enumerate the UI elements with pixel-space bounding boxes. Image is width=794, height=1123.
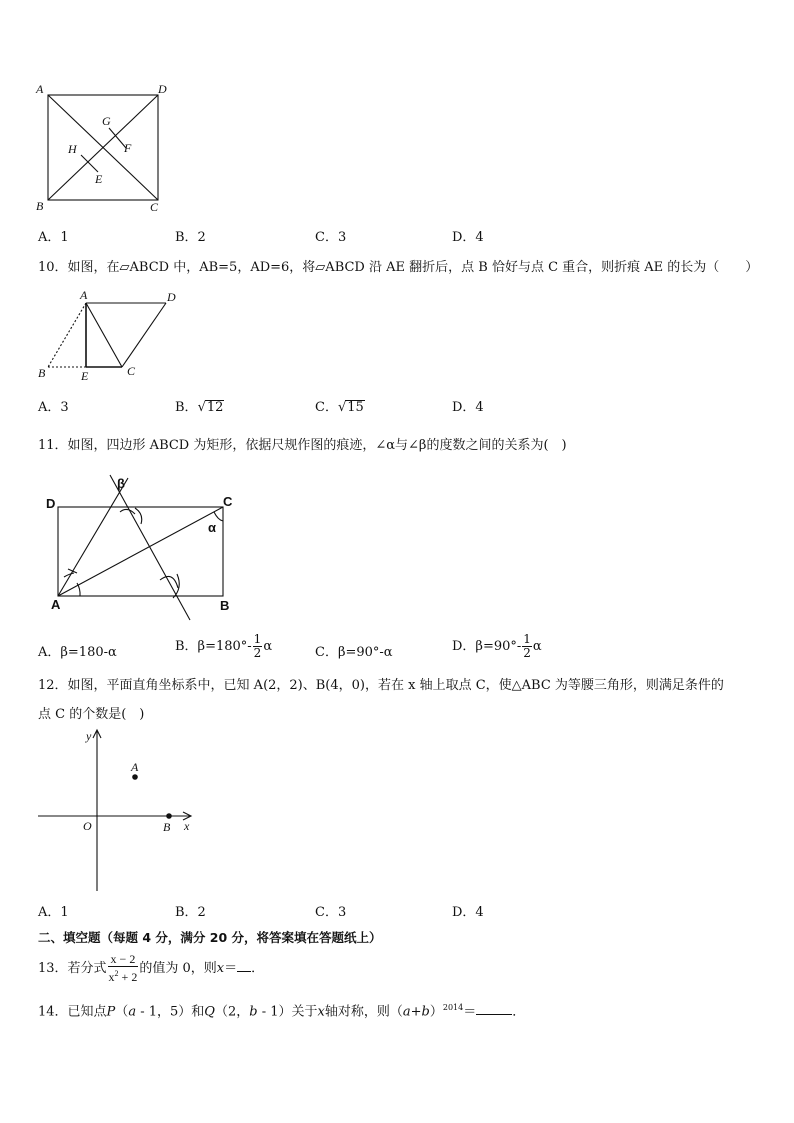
q11-stem: 11．如图，四边形 ABCD 为矩形，依据尺规作图的痕迹，∠α与∠β的度数之间的关系为( )	[38, 438, 567, 453]
q13-answer-blank[interactable]	[237, 957, 251, 972]
q14-text: 14．已知点	[38, 1004, 107, 1020]
q11-perp-bisector	[110, 475, 190, 620]
q9-option-d[interactable]: D．4	[452, 230, 484, 245]
q11-label-alpha: α	[208, 520, 216, 535]
q11-option-d-suffix: α	[532, 639, 542, 654]
q10-option-a[interactable]: A．3	[38, 400, 69, 415]
q12-label-y: y	[86, 729, 92, 743]
q11-angle-bisector	[58, 478, 128, 596]
q9-option-a[interactable]: A．1	[38, 230, 69, 245]
den-exponent: 2	[114, 969, 119, 978]
q12-coordinate-figure	[30, 725, 210, 895]
q11-option-b[interactable]	[175, 627, 272, 667]
q11-option-c[interactable]: C．β=90°-α	[315, 645, 393, 660]
q12-point-a	[132, 774, 138, 780]
q14-var-x: x	[317, 1004, 325, 1020]
q11-label-c: C	[223, 494, 233, 509]
q9-label-g: G	[102, 114, 111, 128]
q12-point-b	[166, 813, 172, 819]
q11-option-d-fraction	[522, 633, 532, 660]
q12-option-b[interactable]: B．2	[175, 905, 206, 920]
q12-option-a[interactable]: A．1	[38, 905, 69, 920]
q11-label-b: B	[220, 598, 230, 613]
q9-inner-he	[81, 155, 98, 172]
sqrt-sign-icon: √	[337, 400, 347, 415]
q9-label-d: D	[158, 82, 167, 96]
q14-text: （	[115, 1004, 129, 1020]
q12-label-o: O	[83, 819, 92, 833]
q10-option-b-radicand: 12	[206, 400, 224, 415]
q10-option-c[interactable]	[315, 399, 365, 417]
q9-label-f: F	[124, 141, 132, 155]
q12-option-c[interactable]: C．3	[315, 905, 347, 920]
q9-option-b[interactable]: B．2	[175, 230, 206, 245]
q12-label-x: x	[184, 819, 190, 833]
q11-option-b-prefix: B．β=180°-	[175, 639, 252, 654]
q10-line-ac	[86, 303, 122, 367]
q12-stem-line1: 12．如图，平面直角坐标系中，已知 A(2，2)、B(4，0)，若在 x 轴上取点 C，使△ABC 为等腰三角形，则满足条件的	[38, 678, 724, 693]
q14-end: ．	[512, 1004, 526, 1020]
q9-option-c[interactable]: C．3	[315, 230, 347, 245]
q10-label-e: E	[81, 369, 89, 383]
q10-option-c-radicand: 15	[347, 400, 364, 415]
fraction-denominator	[108, 967, 139, 984]
q10-label-d: D	[167, 290, 176, 304]
q14-answer-blank[interactable]	[476, 1000, 512, 1015]
q14-var-b: b	[421, 1004, 430, 1020]
fraction-numerator: x − 2	[108, 953, 139, 967]
q10-option-d[interactable]: D．4	[452, 400, 484, 415]
q12-stem-line2: 点 C 的个数是( )	[38, 707, 145, 722]
q14-var-b: b	[249, 1004, 258, 1020]
q14-text: - 1，5）和	[136, 1004, 205, 1020]
q13-variable: x	[216, 961, 225, 976]
q11-arc-bottom2	[173, 574, 179, 598]
q12-label-a: A	[131, 760, 139, 774]
q14-plus: +	[410, 1004, 422, 1020]
q11-label-a: A	[51, 597, 61, 612]
q13-end: ．	[251, 961, 265, 976]
q11-figure	[40, 470, 250, 620]
fraction-denominator: 2	[523, 646, 531, 660]
q13-question	[38, 951, 264, 987]
q9-label-h: H	[68, 142, 77, 156]
section-heading-fill-blank: 二、填空题（每题 4 分，满分 20 分，将答案填在答题纸上）	[38, 930, 382, 945]
fraction-numerator: 1	[523, 632, 531, 646]
q10-label-c: C	[127, 364, 136, 378]
q11-option-d-prefix: D．β=90°-	[452, 639, 522, 654]
q10-stem: 10．如图，在▱ABCD 中，AB=5，AD=6，将▱ABCD 沿 AE 翻折后，点 B 恰好与点 C 重合，则折痕 AE 的长为（ ）	[38, 260, 759, 275]
q12-option-d[interactable]: D．4	[452, 905, 484, 920]
q12-label-b: B	[163, 820, 171, 834]
q13-prefix: 13．若分式	[38, 961, 107, 976]
q10-line-dc	[122, 303, 166, 367]
q10-option-c-prefix: C．	[315, 400, 338, 415]
fraction-numerator: 1	[253, 632, 262, 646]
q10-option-b[interactable]	[175, 399, 224, 417]
q9-figure	[30, 80, 180, 220]
q10-line-ab-dashed	[48, 303, 86, 367]
den-base: x	[108, 970, 115, 984]
q14-text: ）	[429, 1004, 443, 1020]
q11-diagonal-ac	[58, 507, 223, 596]
q9-label-e: E	[95, 172, 103, 186]
q10-option-b-prefix: B．	[175, 400, 198, 415]
fraction-denominator: 2	[253, 646, 262, 660]
q9-label-b: B	[36, 199, 44, 213]
q13-suffix: 的值为 0，则	[139, 961, 217, 976]
q11-option-b-fraction	[253, 633, 263, 660]
den-rest: + 2	[118, 970, 138, 984]
q11-option-d[interactable]	[452, 627, 542, 667]
q10-figure	[30, 285, 190, 385]
q14-var-a: a	[128, 1004, 137, 1020]
q11-label-beta: β	[117, 476, 125, 491]
q14-point-q: Q	[204, 1004, 215, 1020]
q11-label-d: D	[46, 496, 56, 511]
q10-label-a: A	[80, 288, 88, 302]
q14-text: （2，	[214, 1004, 250, 1020]
q14-text: 轴对称，则（	[324, 1004, 403, 1020]
q9-label-c: C	[150, 200, 159, 214]
q14-exponent: 2014	[442, 1003, 464, 1012]
q14-text: - 1）关于	[257, 1004, 318, 1020]
q11-arc-top1	[120, 509, 135, 514]
q14-point-p: P	[106, 1004, 116, 1020]
q13-fraction	[108, 953, 139, 984]
q9-label-a: A	[36, 82, 44, 96]
q11-option-a[interactable]: A．β=180-α	[38, 645, 117, 660]
q14-var-a: a	[402, 1004, 411, 1020]
q13-equals: ＝	[224, 961, 238, 976]
q10-label-b: B	[38, 366, 46, 380]
q14-question	[38, 999, 525, 1021]
q11-option-b-suffix: α	[263, 639, 273, 654]
sqrt-sign-icon: √	[197, 400, 206, 415]
q14-equals: ＝	[463, 1004, 477, 1020]
